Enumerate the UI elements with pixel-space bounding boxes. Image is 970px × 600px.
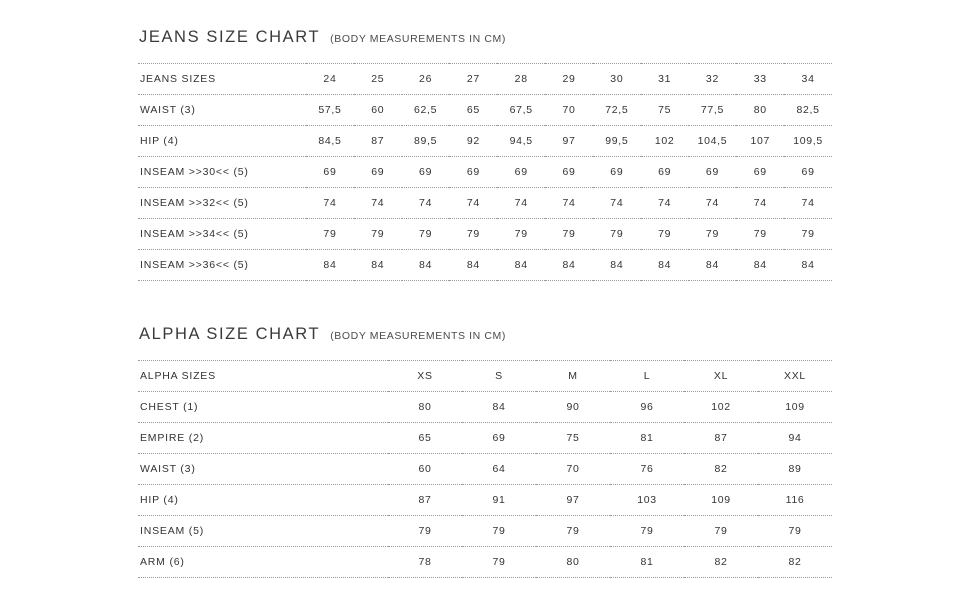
row-label: CHEST (1) bbox=[138, 392, 388, 423]
jeans-title: JEANS SIZE CHART bbox=[139, 28, 321, 46]
alpha-size-header: XS bbox=[388, 361, 462, 392]
cell: 70 bbox=[536, 454, 610, 485]
cell: 82 bbox=[758, 547, 832, 578]
cell: 79 bbox=[684, 516, 758, 547]
cell: 69 bbox=[497, 157, 545, 188]
cell: 109,5 bbox=[784, 126, 832, 157]
cell: 84 bbox=[689, 250, 737, 281]
table-row bbox=[138, 547, 832, 578]
table-header-row bbox=[138, 64, 832, 95]
cell: 74 bbox=[449, 188, 497, 219]
row-label: EMPIRE (2) bbox=[138, 423, 388, 454]
cell: 62,5 bbox=[402, 95, 450, 126]
alpha-subtitle: (BODY MEASUREMENTS IN CM) bbox=[330, 330, 507, 342]
cell: 79 bbox=[593, 219, 641, 250]
cell: 97 bbox=[536, 485, 610, 516]
cell: 103 bbox=[610, 485, 684, 516]
cell: 82 bbox=[684, 454, 758, 485]
cell: 80 bbox=[736, 95, 784, 126]
row-label: INSEAM >>32<< (5) bbox=[138, 188, 306, 219]
cell: 94,5 bbox=[497, 126, 545, 157]
cell: 67,5 bbox=[497, 95, 545, 126]
row-label: INSEAM >>30<< (5) bbox=[138, 157, 306, 188]
table-row bbox=[138, 392, 832, 423]
cell: 79 bbox=[449, 219, 497, 250]
cell: 84 bbox=[736, 250, 784, 281]
cell: 84 bbox=[402, 250, 450, 281]
cell: 104,5 bbox=[689, 126, 737, 157]
table-row bbox=[138, 250, 832, 281]
cell: 65 bbox=[449, 95, 497, 126]
alpha-size-header: M bbox=[536, 361, 610, 392]
table-header-row bbox=[138, 361, 832, 392]
cell: 89 bbox=[758, 454, 832, 485]
row-label: WAIST (3) bbox=[138, 454, 388, 485]
cell: 79 bbox=[462, 516, 536, 547]
cell: 79 bbox=[462, 547, 536, 578]
cell: 74 bbox=[306, 188, 354, 219]
jeans-size-header: 34 bbox=[784, 64, 832, 95]
cell: 84 bbox=[545, 250, 593, 281]
cell: 102 bbox=[684, 392, 758, 423]
cell: 79 bbox=[610, 516, 684, 547]
row-label: HIP (4) bbox=[138, 126, 306, 157]
cell: 69 bbox=[736, 157, 784, 188]
cell: 74 bbox=[402, 188, 450, 219]
table-row bbox=[138, 188, 832, 219]
cell: 74 bbox=[784, 188, 832, 219]
cell: 72,5 bbox=[593, 95, 641, 126]
cell: 80 bbox=[388, 392, 462, 423]
cell: 79 bbox=[497, 219, 545, 250]
cell: 82,5 bbox=[784, 95, 832, 126]
table-row bbox=[138, 219, 832, 250]
cell: 69 bbox=[784, 157, 832, 188]
table-row bbox=[138, 157, 832, 188]
row-label: WAIST (3) bbox=[138, 95, 306, 126]
cell: 69 bbox=[449, 157, 497, 188]
cell: 91 bbox=[462, 485, 536, 516]
cell: 99,5 bbox=[593, 126, 641, 157]
table-row bbox=[138, 516, 832, 547]
jeans-table bbox=[138, 63, 832, 281]
cell: 79 bbox=[689, 219, 737, 250]
row-label: INSEAM (5) bbox=[138, 516, 388, 547]
jeans-size-header: 25 bbox=[354, 64, 402, 95]
cell: 87 bbox=[354, 126, 402, 157]
alpha-size-header: XL bbox=[684, 361, 758, 392]
alpha-table bbox=[138, 360, 832, 578]
cell: 84 bbox=[593, 250, 641, 281]
cell: 76 bbox=[610, 454, 684, 485]
cell: 102 bbox=[641, 126, 689, 157]
cell: 79 bbox=[784, 219, 832, 250]
row-label: HIP (4) bbox=[138, 485, 388, 516]
cell: 79 bbox=[641, 219, 689, 250]
cell: 78 bbox=[388, 547, 462, 578]
cell: 116 bbox=[758, 485, 832, 516]
table-row bbox=[138, 454, 832, 485]
cell: 74 bbox=[593, 188, 641, 219]
cell: 65 bbox=[388, 423, 462, 454]
jeans-subtitle: (BODY MEASUREMENTS IN CM) bbox=[330, 33, 506, 45]
jeans-size-header: 33 bbox=[736, 64, 784, 95]
cell: 70 bbox=[545, 95, 593, 126]
cell: 64 bbox=[462, 454, 536, 485]
jeans-header-label: JEANS SIZES bbox=[138, 64, 306, 95]
alpha-title: ALPHA SIZE CHART bbox=[139, 325, 321, 343]
cell: 69 bbox=[306, 157, 354, 188]
cell: 75 bbox=[536, 423, 610, 454]
cell: 79 bbox=[388, 516, 462, 547]
cell: 82 bbox=[684, 547, 758, 578]
alpha-size-header: XXL bbox=[758, 361, 832, 392]
cell: 109 bbox=[684, 485, 758, 516]
alpha-size-header: S bbox=[462, 361, 536, 392]
cell: 84 bbox=[784, 250, 832, 281]
cell: 69 bbox=[462, 423, 536, 454]
cell: 69 bbox=[402, 157, 450, 188]
table-row bbox=[138, 126, 832, 157]
cell: 69 bbox=[641, 157, 689, 188]
cell: 77,5 bbox=[689, 95, 737, 126]
cell: 87 bbox=[388, 485, 462, 516]
cell: 79 bbox=[536, 516, 610, 547]
cell: 79 bbox=[354, 219, 402, 250]
table-row bbox=[138, 485, 832, 516]
cell: 84 bbox=[497, 250, 545, 281]
jeans-size-header: 32 bbox=[689, 64, 737, 95]
cell: 81 bbox=[610, 423, 684, 454]
cell: 97 bbox=[545, 126, 593, 157]
row-label: INSEAM >>36<< (5) bbox=[138, 250, 306, 281]
cell: 92 bbox=[449, 126, 497, 157]
cell: 69 bbox=[689, 157, 737, 188]
jeans-size-header: 27 bbox=[449, 64, 497, 95]
cell: 79 bbox=[758, 516, 832, 547]
cell: 74 bbox=[497, 188, 545, 219]
cell: 69 bbox=[354, 157, 402, 188]
cell: 69 bbox=[593, 157, 641, 188]
jeans-size-header: 31 bbox=[641, 64, 689, 95]
cell: 74 bbox=[545, 188, 593, 219]
cell: 84 bbox=[462, 392, 536, 423]
cell: 74 bbox=[689, 188, 737, 219]
alpha-size-header: L bbox=[610, 361, 684, 392]
jeans-section-heading bbox=[138, 28, 832, 47]
cell: 109 bbox=[758, 392, 832, 423]
cell: 74 bbox=[641, 188, 689, 219]
alpha-header-label: ALPHA SIZES bbox=[138, 361, 388, 392]
cell: 84 bbox=[306, 250, 354, 281]
cell: 94 bbox=[758, 423, 832, 454]
cell: 89,5 bbox=[402, 126, 450, 157]
cell: 90 bbox=[536, 392, 610, 423]
cell: 79 bbox=[402, 219, 450, 250]
jeans-size-header: 30 bbox=[593, 64, 641, 95]
cell: 74 bbox=[736, 188, 784, 219]
cell: 96 bbox=[610, 392, 684, 423]
cell: 60 bbox=[388, 454, 462, 485]
cell: 84 bbox=[354, 250, 402, 281]
table-row bbox=[138, 95, 832, 126]
cell: 87 bbox=[684, 423, 758, 454]
cell: 84 bbox=[641, 250, 689, 281]
cell: 79 bbox=[306, 219, 354, 250]
cell: 79 bbox=[736, 219, 784, 250]
row-label: INSEAM >>34<< (5) bbox=[138, 219, 306, 250]
cell: 84 bbox=[449, 250, 497, 281]
jeans-size-header: 24 bbox=[306, 64, 354, 95]
alpha-section-heading bbox=[138, 325, 832, 344]
jeans-size-header: 26 bbox=[402, 64, 450, 95]
jeans-size-chart-section bbox=[138, 28, 832, 281]
cell: 75 bbox=[641, 95, 689, 126]
cell: 57,5 bbox=[306, 95, 354, 126]
cell: 80 bbox=[536, 547, 610, 578]
cell: 69 bbox=[545, 157, 593, 188]
table-row bbox=[138, 423, 832, 454]
row-label: ARM (6) bbox=[138, 547, 388, 578]
cell: 74 bbox=[354, 188, 402, 219]
cell: 84,5 bbox=[306, 126, 354, 157]
jeans-size-header: 29 bbox=[545, 64, 593, 95]
alpha-size-chart-section bbox=[138, 325, 832, 578]
cell: 79 bbox=[545, 219, 593, 250]
cell: 60 bbox=[354, 95, 402, 126]
cell: 81 bbox=[610, 547, 684, 578]
jeans-size-header: 28 bbox=[497, 64, 545, 95]
cell: 107 bbox=[736, 126, 784, 157]
